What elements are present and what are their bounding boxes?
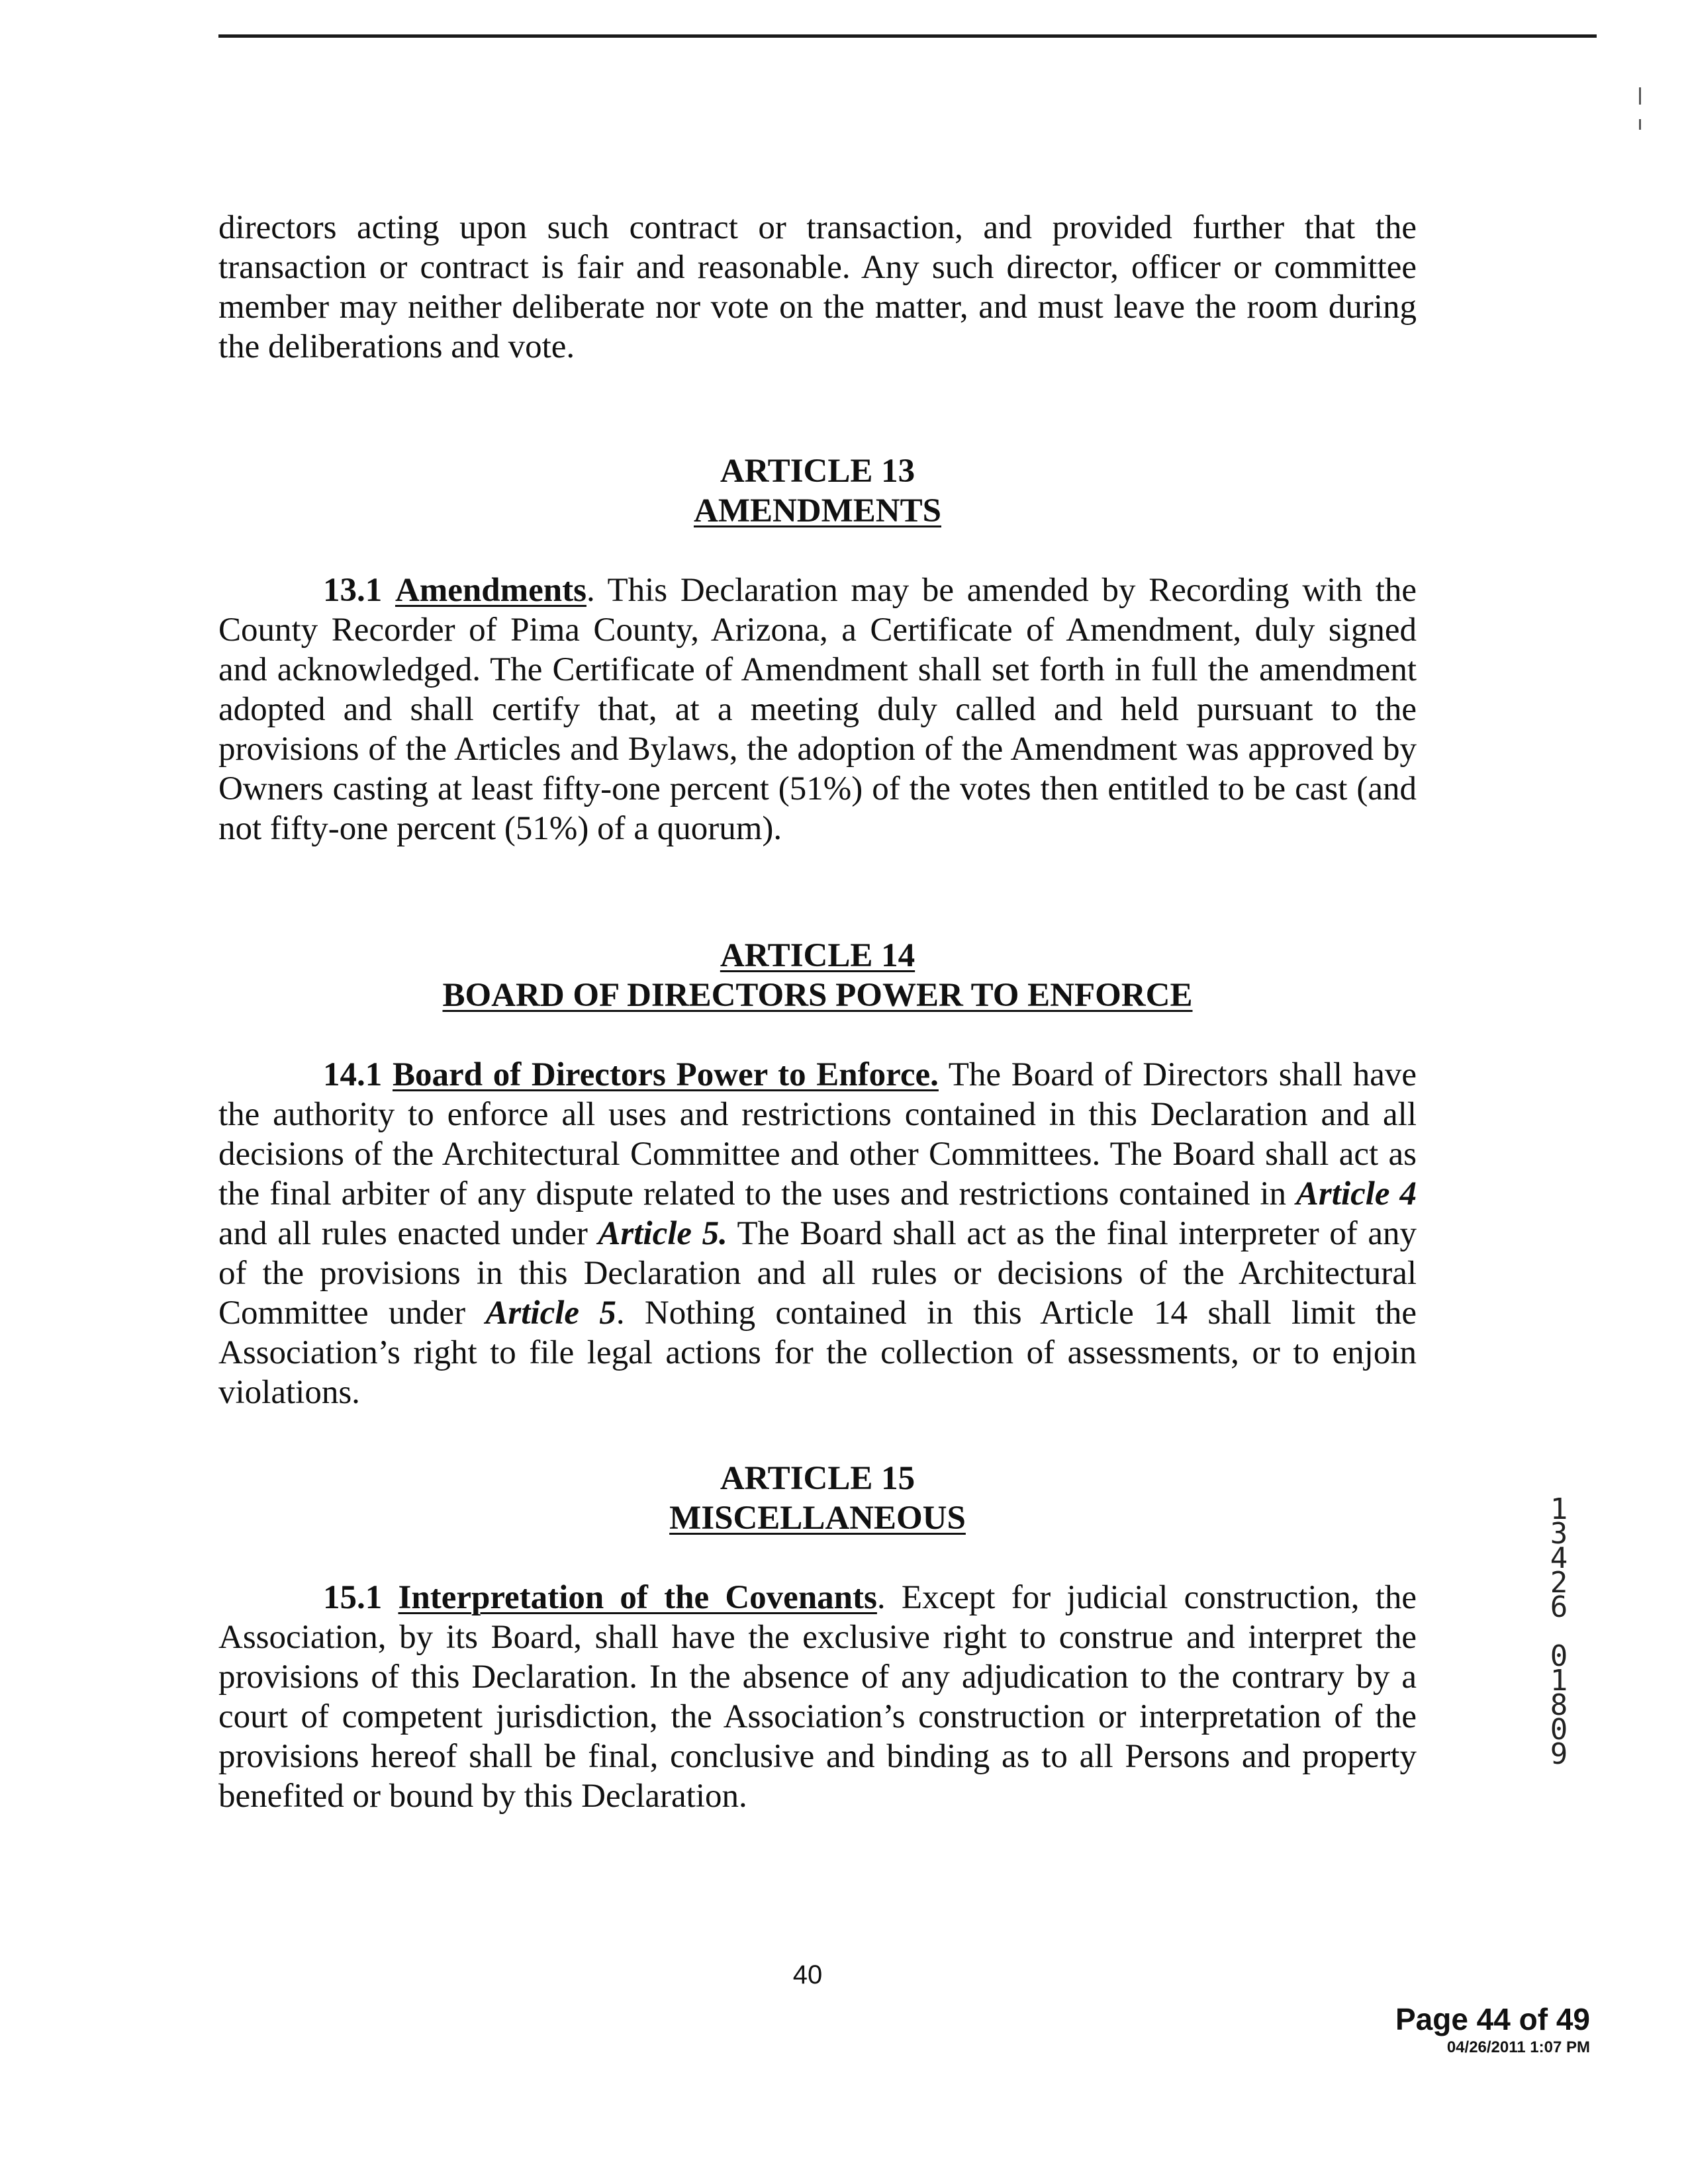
article-14-heading: ARTICLE 14: [720, 937, 915, 974]
section-number: 15.1: [323, 1579, 383, 1616]
article-13-subheading: AMENDMENTS: [693, 492, 941, 529]
article-reference: Article 5.: [598, 1215, 727, 1252]
article-13-heading: ARTICLE 13: [720, 453, 915, 490]
recorder-page-count: Page 44 of 49: [1395, 2002, 1590, 2036]
section-14-1: 14.1 Board of Directors Power to Enforce. The Board of Directors shall have the authority to enforce all uses and restrictions contained in this Declaration and all decisions of the Architectural Committee and other Committees. The Board shall act as the final arbiter of any dispute related to the uses and restrictions contained in Article 4 and all rules enacted under Article 5. The Board shall act as the final interpreter of any of the provisions in this Declaration and all rules or decisions of the Architectural Committee under Article 5. Nothing contained in this Article 14 shall limit the Association’s right to file legal actions for the collection of assessments, or to enjoin violations.: [218, 1056, 1417, 1411]
recorder-timestamp: 04/26/2011 1:07 PM: [1446, 2038, 1590, 2056]
section-number: 14.1: [323, 1056, 383, 1093]
recording-number-stamp: 1 3 4 2 6 0 1 8 0 9: [1550, 1492, 1568, 1771]
article-14-subheading: BOARD OF DIRECTORS POWER TO ENFORCE: [442, 977, 1193, 1014]
section-number: 13.1: [323, 572, 383, 609]
section-15-1: 15.1 Interpretation of the Covenants. Except for judicial construction, the Association, by its Board, shall have the exclusive right to construe and interpret the provisions of this Declaration. In the absence of any adjudication to the contrary by a court of competent jurisdiction, the Association’s construction or interpretation of the provisions hereof shall be final, conclusive and binding as to all Persons and property benefited or bound by this Declaration.: [218, 1579, 1417, 1815]
margin-tick-mark: [1639, 119, 1641, 130]
section-title: Amendments: [395, 572, 586, 609]
section-title: Interpretation of the Covenants: [398, 1579, 877, 1616]
section-13-1: 13.1 Amendments. This Declaration may be amended by Recording with the County Recorder of Pima County, Arizona, a Certificate of Amendment, duly signed and acknowledged. The Certificate of Amendment shall set forth in full the amendment adopted and shall certify that, at a meeting duly called and held pursuant to the provisions of the Articles and Bylaws, the adoption of the Amendment was approved by Owners casting at least fifty-one percent (51%) of the votes then entitled to be cast (and not fifty-one percent (51%) of a quorum).: [218, 572, 1417, 847]
intro-paragraph: directors acting upon such contract or transaction, and provided further that the transaction or contract is fair and reasonable. Any such director, officer or committee member may neither deliberate nor vote on the matter, and must leave the room during the deliberations and vote.: [218, 209, 1417, 365]
article-reference: Article 4: [1295, 1175, 1417, 1212]
section-body: This Declaration may be amended by Recording with the County Recorder of Pima County, Arizona, a Certificate of Amendment, duly signed and acknowledged. The Certificate of Amendment shall set forth in full the amendment adopted and shall certify that, at a meeting duly called and held pursuant to the provisions of the Articles and Bylaws, the adoption of the Amendment was approved by Owners casting at least fifty-one percent (51%) of the votes then entitled to be cast (and not fifty-one percent (51%) of a quorum).: [218, 572, 1417, 847]
article-reference: Article 5: [485, 1295, 616, 1332]
top-rule: [218, 34, 1597, 38]
margin-tick-mark: [1639, 87, 1641, 105]
article-15-subheading: MISCELLANEOUS: [669, 1500, 966, 1537]
section-body: Except for judicial construction, the Association, by its Board, shall have the exclusive right to construe and interpret the provisions of this Declaration. In the absence of any adjudication to the contrary by a court of competent jurisdiction, the Association’s construction or interpretation of the provisions hereof shall be final, conclusive and binding as to all Persons and property benefited or bound by this Declaration.: [218, 1579, 1417, 1815]
article-15-heading: ARTICLE 15: [720, 1460, 915, 1497]
section-title: Board of Directors Power to Enforce.: [392, 1056, 939, 1093]
page-number: 40: [792, 1960, 823, 1989]
